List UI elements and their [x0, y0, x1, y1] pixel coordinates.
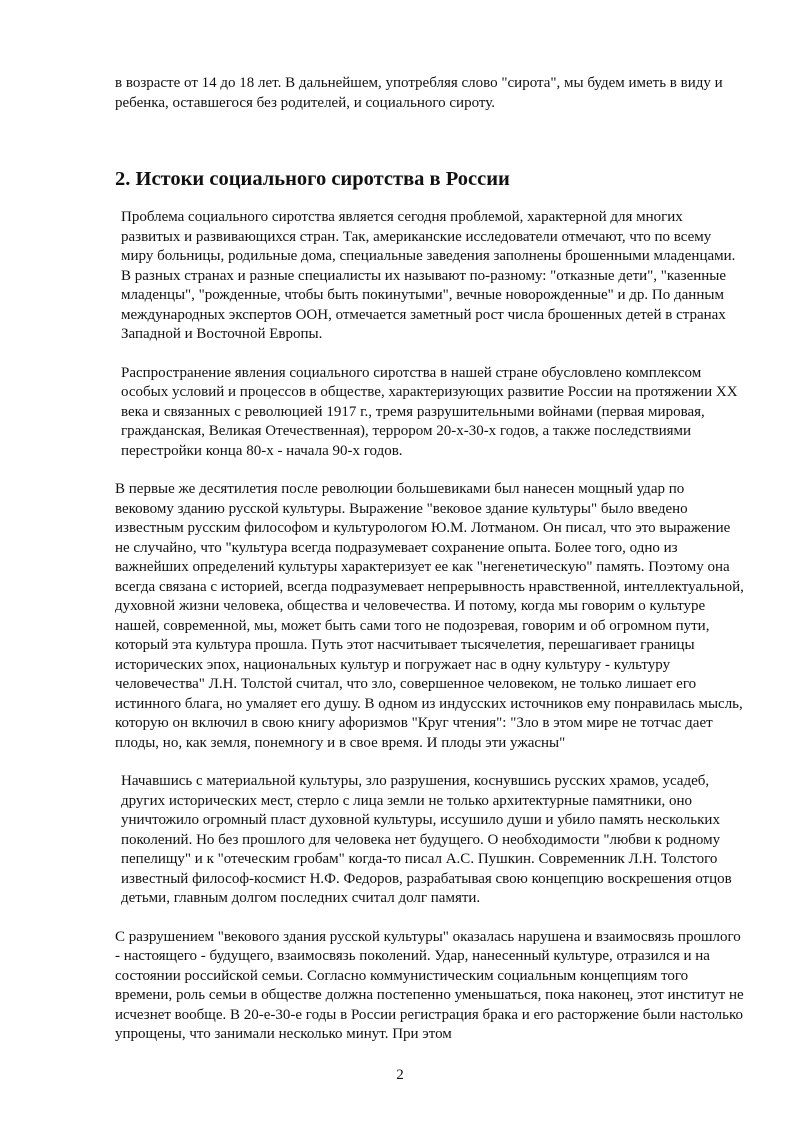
paragraph-russian-culture: В первые же десятилетия после революции большевиками был нанесен мощный удар по вековому зданию русской культуры. Выражение "вековое здание культуры" было введено известным русским философом и культурологом Ю.М. Лотманом. Он писал, что это выражение не случайно, что "культура всегда подразумевает сохранение опыта. Более того, одно из важнейших определений культуры характеризует ее как "негенетическую" память. Поэтому она всегда связана с историей, всегда подразумевает непрерывность нравственной, интеллектуальной, духовной жизни человека, общества и человечества. И потому, когда мы говорим о культуре нашей, современной, мы, может быть сами того не подозревая, говорим и об огромном пути, который эта культура прошла. Путь этот насчитывает тысячелетия, перешагивает границы исторических эпох, национальных культур и погружает нас в одну культуру - культуру человечества" Л.Н. Толстой считал, что зло, совершенное человеком, не только лишает его истинного блага, но умаляет его душу. В одном из индусских источников ему понравилась мысль, которую он включил в свою книгу афоризмов "Круг чтения": "Зло в этом мире не тотчас дает плоды, но, как земля, понемногу и в свое время. И плоды эти ужасны" [115, 481, 744, 751]
page-content [115, 74, 745, 1064]
paragraph-destruction-memory: Начавшись с материальной культуры, зло разрушения, коснувшись русских храмов, усадеб, других исторических мест, стерло с лица земли не только архитектурные памятники, оно уничтожило огромный пласт духовной культуры, иссушило души и убило память нескольких поколений. Но без прошлого для человека нет будущего. О необходимости "любви к родному пепелищу" и к "отеческим гробам" когда-то писал А.С. Пушкин. Современник Л.Н. Толстого известный философ-космист Н.Ф. Федоров, разрабатывая свою концепцию воскрешения отцов детьми, главным долгом последних считал долг памяти. [121, 773, 732, 906]
paragraph-social-orphanhood-problem: Проблема социального сиротства является сегодня проблемой, характерной для многих развитых и развивающихся стран. Так, американские исследователи отмечают, что по всему миру больницы, родильные дома, специальные заведения заполнены брошенными младенцами. В разных странах и разные специалисты их называют по-разному: "отказные дети", "казенные младенцы", "рожденные, чтобы быть покинутыми", вечные новорожденные" и др. По данным международных экспертов ООН, отмечается заметный рост числа брошенных детей в странах Западной и Восточной Европы. [121, 209, 736, 342]
paragraph-family-decline: С разрушением "векового здания русской культуры" оказалась нарушена и взаимосвязь прошлого - настоящего - будущего, взаимосвязь поколений. Удар, нанесенный культуре, отразился и на состоянии российской семьи. Согласно коммунистическим социальным концепциям того времени, роль семьи в обществе должна постепенно уменьшаться, пока наконец, этот институт не исчезнет вообще. В 20-е-30-е годы в России регистрация брака и его расторжение были настолько упрощены, что занимали несколько минут. При этом [115, 928, 744, 1042]
intro-paragraph: в возрасте от 14 до 18 лет. В дальнейшем, употребляя слово "сирота", мы будем иметь в виду и ребенка, оставшегося без родителей, и социального сироту. [115, 75, 723, 111]
section-heading: 2. Истоки социального сиротства в России [115, 168, 510, 190]
page-number: 2 [396, 1067, 404, 1083]
paragraph-spread-in-russia: Распространение явления социального сиротства в нашей стране обусловлено комплексом особых условий и процессов в обществе, характеризующих развитие России на протяжении XX века и связанных с революцией 1917 г., тремя разрушительными войнами (первая мировая, гражданская, Великая Отечественная), террором 20-х-30-х годов, а также последствиями перестройки конца 80-х - начала 90-х годов. [121, 364, 738, 459]
